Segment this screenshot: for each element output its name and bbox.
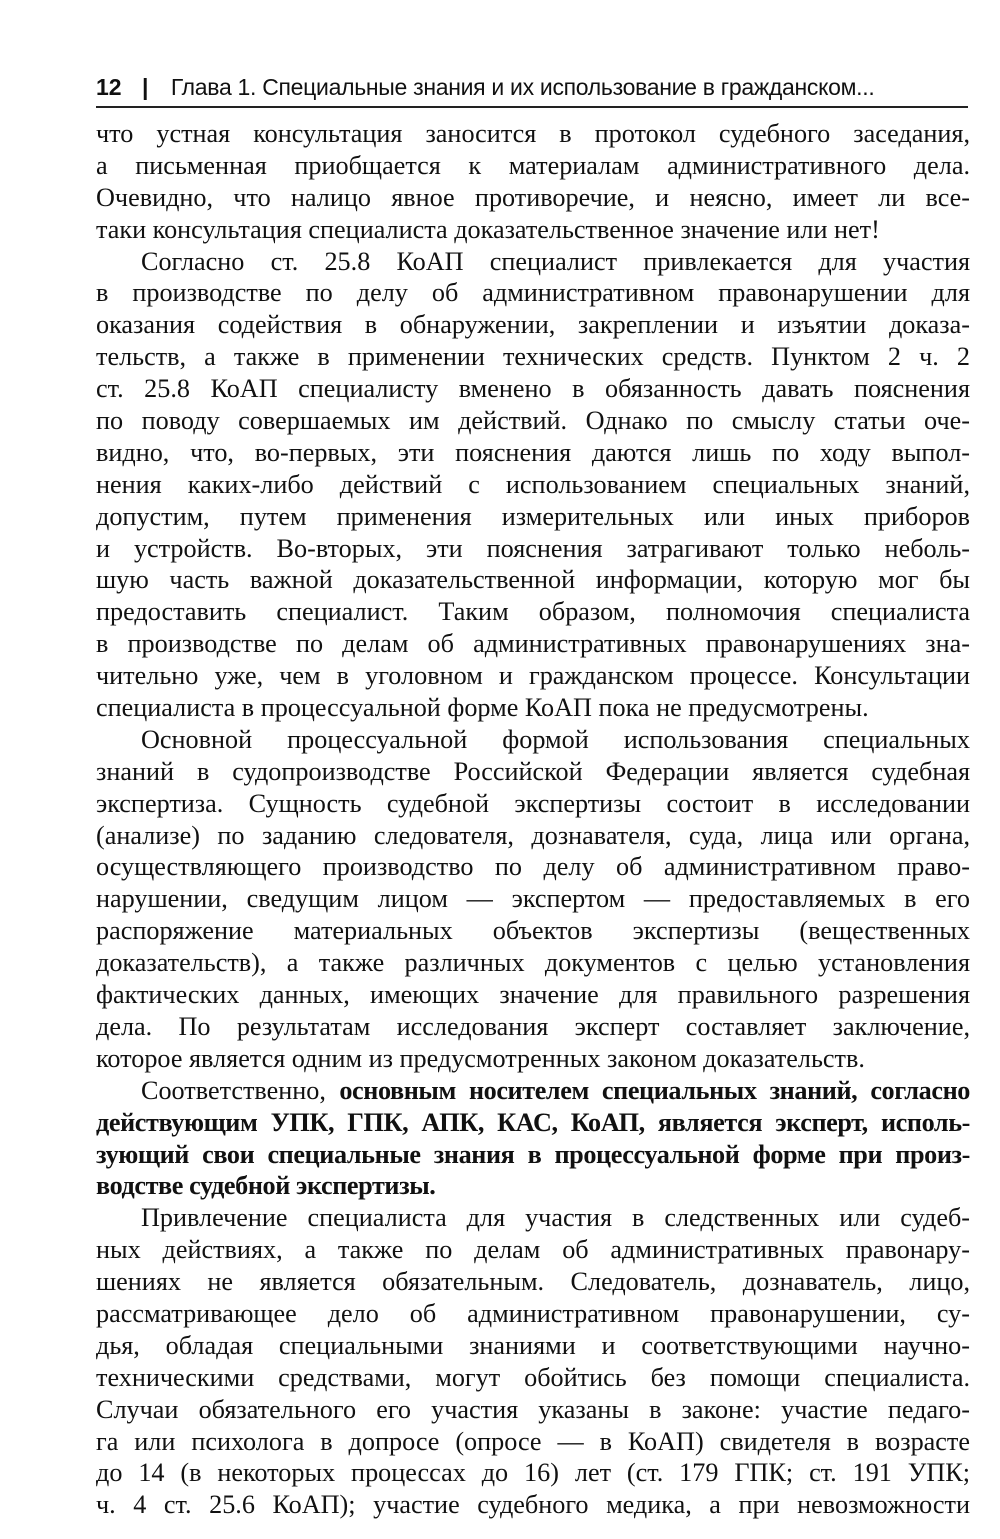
text-line: что устная консультация заносится в протокол судебного заседания, — [96, 119, 970, 148]
text-line: которое является одним из предусмотренных законом доказательств. — [96, 1043, 865, 1073]
text-line: доказательств), а также различных документов с целью установления — [96, 948, 970, 978]
paragraph-5 — [96, 1202, 970, 1521]
text-line: дела. По результатам исследования эксперт составляет заключение, — [96, 1011, 970, 1041]
text-line: и устройств. Во-вторых, эти пояснения затрагивают только неболь- — [96, 533, 970, 563]
running-header — [96, 72, 968, 108]
text-line: экспертиза. Сущность судебной экспертизы состоит в исследовании — [96, 788, 970, 818]
text-line: Основной процессуальной формой использования специальных — [141, 724, 970, 754]
text-line: тельств, а также в применении технических средств. Пунктом 2 ч. 2 — [96, 342, 970, 372]
emphasis-line: водстве судебной экспертизы. — [96, 1171, 436, 1201]
text-line: ч. 4 ст. 25.6 КоАП); участие судебного медика, а при невозможности — [96, 1490, 970, 1520]
text-line: нения каких-либо действий с использованием специальных знаний, — [96, 469, 970, 499]
text-line: по поводу совершаемых им действий. Однако по смыслу статьи оче- — [96, 406, 970, 436]
text-line: а письменная приобщается к материалам административного дела. — [96, 150, 970, 180]
header-separator: | — [141, 74, 149, 100]
text-line: оказания содействия в обнаружении, закреплении и изъятии доказа- — [96, 310, 970, 340]
text-line: предоставить специалист. Таким образом, полномочия специалиста — [96, 597, 970, 627]
text-line: чительно уже, чем в уголовном и гражданском процессе. Консультации — [96, 661, 970, 691]
text-line: ст. 25.8 КоАП специалисту вменено в обязанность давать пояснения — [96, 374, 970, 404]
emphasis-line: действующим УПК, ГПК, АПК, КАС, КоАП, является эксперт, исполь- — [96, 1107, 970, 1137]
text-line-mixed — [96, 1075, 970, 1107]
text-line: шениях не является обязательным. Следователь, дознаватель, лицо, — [96, 1267, 970, 1297]
text-line: техническими средствами, могут обойтись без помощи специалиста. — [96, 1362, 970, 1392]
text-line: Случаи обязательного его участия указаны в законе: участие педаго- — [96, 1394, 970, 1424]
page-number: 12 — [96, 74, 122, 100]
text-line: таки консультация специалиста доказательственное значение или нет! — [96, 214, 880, 244]
text-line: допустим, путем применения измерительных или иных приборов — [96, 501, 970, 531]
chapter-title: Глава 1. Специальные знания и их использование в гражданском... — [170, 74, 875, 100]
text-line: фактических данных, имеющих значение для правильного разрешения — [96, 980, 970, 1010]
paragraph-4 — [96, 1075, 970, 1203]
text-line: нарушении, сведущим лицом — экспертом — предоставляемых в его — [96, 884, 970, 914]
text-line: в производстве по делам об административных правонарушениях зна- — [96, 629, 970, 659]
text-line: осуществляющего производство по делу об административном право- — [96, 852, 970, 882]
text-line: знаний в судопроизводстве Российской Федерации является судебная — [96, 756, 970, 786]
text-line: распоряжение материальных объектов экспертизы (вещественных — [96, 916, 970, 946]
text-line: в производстве по делу об административном правонарушении для — [96, 278, 970, 308]
text-line: Очевидно, что налицо явное противоречие, и неясно, имеет ли все- — [96, 182, 970, 212]
plain-text: Соответственно, — [141, 1075, 340, 1105]
paragraph-3 — [96, 724, 970, 1075]
text-line: дья, обладая специальными знаниями и соответствующими научно- — [96, 1330, 970, 1360]
body-text — [96, 118, 970, 1521]
text-line: ных действиях, а также по делам об административных правонару- — [96, 1235, 970, 1265]
text-line: га или психолога в допросе (опросе — в КоАП) свидетеля в возрасте — [96, 1426, 970, 1456]
text-line: видно, что, во-первых, эти пояснения даются лишь по ходу выпол- — [96, 437, 970, 467]
text-line: Привлечение специалиста для участия в следственных или судеб- — [141, 1203, 970, 1233]
paragraph-1 — [96, 118, 970, 246]
paragraph-2 — [96, 246, 970, 724]
text-line: рассматривающее дело об административном правонарушении, су- — [96, 1298, 970, 1328]
text-line: (анализе) по заданию следователя, дознавателя, суда, лица или органа, — [96, 820, 970, 850]
emphasis-line: зующий свои специальные знания в процессуальной форме при произ- — [96, 1139, 970, 1169]
emphasis-text: основным носителем специальных знаний, согласно — [339, 1075, 970, 1105]
text-line: специалиста в процессуальной форме КоАП пока не предусмотрены. — [96, 693, 869, 723]
text-line: до 14 (в некоторых процессах до 16) лет (ст. 179 ГПК; ст. 191 УПК; — [96, 1458, 970, 1488]
text-line: шую часть важной доказательственной информации, которую мог бы — [96, 565, 970, 595]
text-line: Согласно ст. 25.8 КоАП специалист привлекается для участия — [141, 246, 970, 276]
